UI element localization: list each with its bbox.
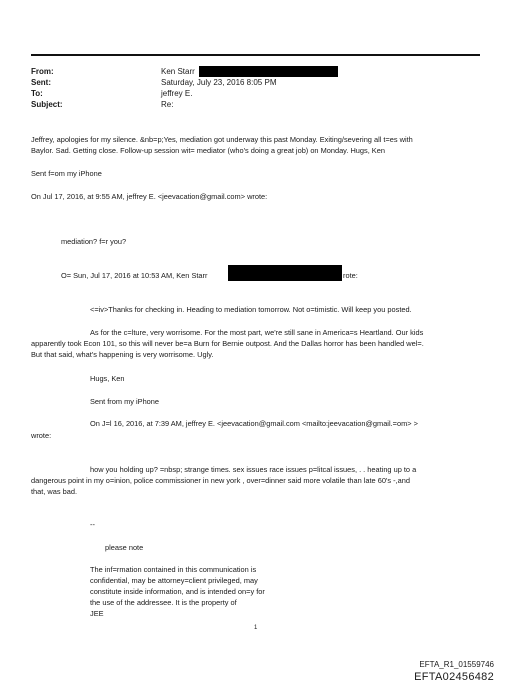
redaction-box — [228, 265, 342, 281]
quote-header: rote: — [343, 271, 358, 280]
signoff: Hugs, Ken — [90, 374, 125, 383]
confidentiality-line: The inf=rmation contained in this communication is — [90, 565, 257, 574]
confidentiality-line: JEE — [90, 609, 104, 618]
sent-from-line: Sent from my iPhone — [90, 397, 160, 406]
sent-value: Saturday, July 23, 2016 8:05 PM — [161, 78, 277, 87]
quoted-text: that, was bad. — [31, 487, 78, 496]
redaction-box — [199, 66, 338, 77]
subject-value: Re: — [161, 100, 174, 109]
subject-label: Subject: — [31, 100, 63, 109]
quoted-text: dangerous point in my o=inion, police commissioner in new york , over=dinner said more volatile than late 60's -,and — [31, 476, 410, 485]
quote-header: O= Sun, Jul 17, 2016 at 10:53 AM, Ken Starr — [61, 271, 208, 280]
page-number: 1 — [254, 625, 258, 631]
quote-header: On Jul 17, 2016, at 9:55 AM, jeffrey E. <jeevacation@gmail.com> wrote: — [31, 192, 268, 201]
body-line: Baylor. Sad. Getting close. Follow-up session wit= mediator (who's doing a great job) on Monday. Hugs, Ken — [31, 146, 385, 155]
from-value: Ken Starr — [161, 67, 195, 76]
quote-header: On J=l 16, 2016, at 7:39 AM, jeffrey E. <jeevacation@gmail.com <mailto:jeevacation@gmail.=om> > — [90, 419, 418, 428]
sent-label: Sent: — [31, 78, 51, 87]
body-line: Jeffrey, apologies for my silence. &nb=p;Yes, mediation got underway this past Monday. Exiting/severing all t=es with — [31, 135, 413, 144]
to-value: jeffrey E. — [161, 89, 193, 98]
quoted-text: <=iv>Thanks for checking in. Heading to mediation tomorrow. Not o=timistic. Will keep you posted. — [90, 305, 412, 314]
signature-dash: -- — [90, 520, 95, 529]
bates-number: EFTA02456482 — [414, 671, 494, 683]
confidentiality-line: confidential, may be attorney=client privileged, may — [90, 576, 258, 585]
to-label: To: — [31, 89, 43, 98]
quoted-text: But that said, what's happening is very worrisome. Ugly. — [31, 350, 214, 359]
bates-number: EFTA_R1_01559746 — [419, 660, 494, 669]
confidentiality-line: constitute inside information, and is intended on=y for — [90, 587, 265, 596]
quoted-text: how you holding up? =nbsp; strange times. sex issues race issues p=litcal issues, . . heating up to a — [90, 465, 417, 474]
quoted-text: apparently took Econ 101, so this will never be=a Burn for Bernie outpost. And the Dallas horror has been handled wel=. — [31, 339, 424, 348]
from-label: From: — [31, 67, 54, 76]
please-note: please note — [105, 543, 144, 552]
sent-from-line: Sent f=om my iPhone — [31, 169, 102, 178]
quote-header: wrote: — [31, 431, 52, 440]
quoted-text: mediation? f=r you? — [61, 237, 127, 246]
quoted-text: As for the c=lture, very worrisome. For the most part, we're still sane in America=s Heartland. Our kids — [90, 328, 424, 337]
header-rule — [31, 54, 480, 56]
confidentiality-line: the use of the addressee. It is the property of — [90, 598, 237, 607]
